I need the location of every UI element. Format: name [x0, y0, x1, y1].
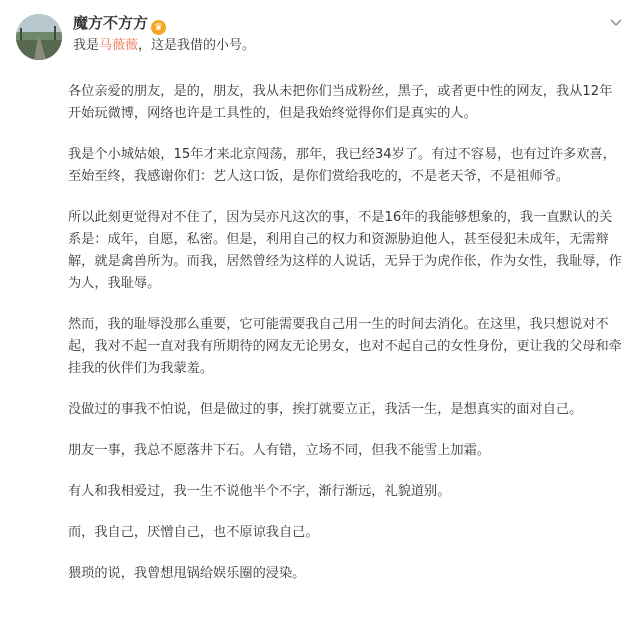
- post-paragraph: 没做过的事我不怕说，但是做过的事，挨打就要立正，我活一生，是想真实的面对自己。: [68, 402, 583, 417]
- post-paragraph: 而，我自己，厌憎自己，也不原谅我自己。: [68, 525, 319, 540]
- intro-prefix: 我是: [73, 38, 100, 53]
- intro-suffix: ，这是我借的小号。: [138, 38, 256, 53]
- post-intro: [73, 36, 255, 56]
- post-paragraph: 猥琐的说，我曾想甩锅给娱乐圈的浸染。: [68, 566, 306, 581]
- post-paragraph: 朋友一事，我总不愿落井下石。人有错，立场不同，但我不能雪上加霜。: [68, 443, 490, 458]
- post-header: [0, 0, 640, 70]
- post-paragraph: 各位亲爱的朋友，是的，朋友，我从未把你们当成粉丝，黑子，或者更中性的网友，我从12年开始玩微博，网络也许是工具性的，但是我始终觉得你们是真实的人。: [68, 84, 613, 121]
- mention-link[interactable]: 马薇薇: [99, 38, 139, 53]
- author-name-text[interactable]: 魔方不方方: [73, 14, 149, 32]
- post-content: [68, 81, 623, 604]
- post-paragraph: 我是个小城姑娘，15年才来北京闯荡，那年，我已经34岁了。有过不容易，也有过许多欢喜，至始至终，我感谢你们：艺人这口饭，是你们赏给我吃的，不是老天爷，不是祖师爷。: [68, 147, 616, 184]
- avatar-image: [16, 14, 62, 60]
- chevron-down-icon[interactable]: [608, 14, 624, 30]
- crown-badge-icon: ♛: [151, 20, 166, 35]
- post-paragraph: 然而，我的耻辱没那么重要，它可能需要我自己用一生的时间去消化。在这里，我只想说对不起，我对不起一直对我有所期待的网友无论男女，也对不起自己的女性身份，更让我的父母和牵挂我的伙伴们为我蒙羞。: [68, 317, 622, 376]
- author-name[interactable]: [73, 13, 166, 35]
- post-paragraph: 有人和我相爱过，我一生不说他半个不字，渐行渐远，礼貌道别。: [68, 484, 451, 499]
- post-paragraph: 所以此刻更觉得对不住了，因为吴亦凡这次的事，不是16年的我能够想象的，我一直默认的关系是：成年，自愿，私密。但是，利用自己的权力和资源胁迫他人，甚至侵犯未成年，无需辩解，就是禽兽所为。而我，居然曾经为这样的人说话，无异于为虎作伥，作为女性，我耻辱，作为人，我耻辱。: [68, 210, 622, 291]
- avatar[interactable]: [16, 14, 62, 60]
